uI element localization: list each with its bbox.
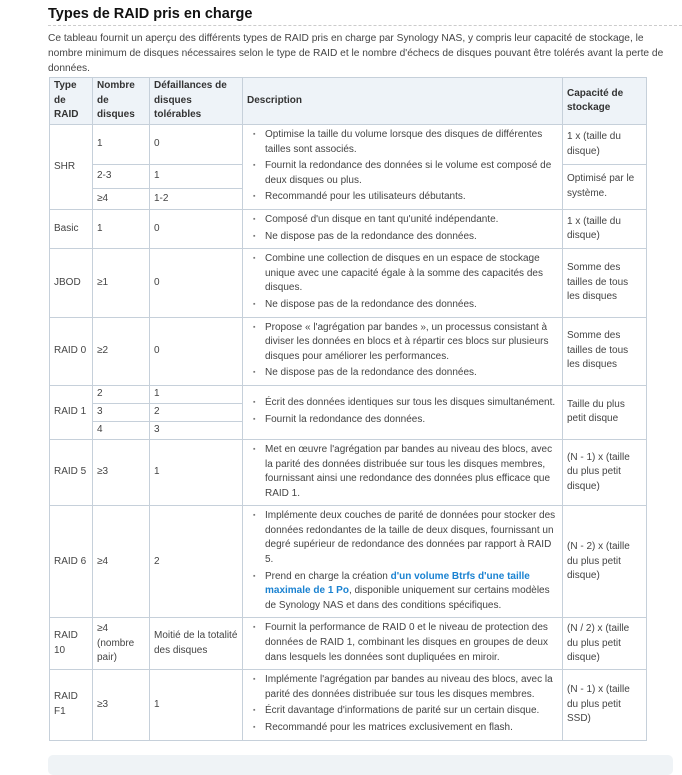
description [243,439,563,505]
tolerable-failures: 0 [150,317,243,385]
disk-count: 2 [93,385,150,403]
disk-count: 2-3 [93,165,150,189]
description [243,317,563,385]
disk-count: ≥3 [93,439,150,505]
description [243,618,563,670]
storage-capacity: Taille du plus petit disque [563,385,647,439]
description [243,506,563,618]
raid-type: RAID 10 [50,618,93,670]
header-type: Type de RAID [50,78,93,125]
disk-count: ≥4 [93,188,150,209]
storage-capacity: (N - 1) x (taille du plus petit SSD) [563,670,647,740]
raid-type: RAID 6 [50,506,93,618]
intro-paragraph: Ce tableau fournit un aperçu des différents types de RAID pris en charge par Synology NAS, y compris leur capacité de stockage, le nombre minimum de disques nécessaires selon le type de RAID et le nombre d'échecs de disques pouvant être tolérés avant la perte de données. [48,33,664,74]
table-header-row [50,78,647,125]
table-row [50,125,647,165]
tolerable-failures: 2 [150,506,243,618]
description-text: , disponible uniquement sur certains modèles de Synology NAS et dans des conditions spécifiques. [265,585,550,611]
table-row [50,385,647,403]
description-item: ▪ Ne dispose pas de la redondance des données. [265,298,558,313]
description-item: ▪ Ne dispose pas de la redondance des données. [265,366,558,381]
storage-capacity: 1 x (taille du disque) [563,125,647,165]
storage-capacity: Somme des tailles de tous les disques [563,249,647,317]
tolerable-failures: 1 [150,670,243,740]
disk-count: ≥4 (nombre pair) [93,618,150,670]
description-item: ▪ Fournit la performance de RAID 0 et le niveau de protection des données de RAID 1, combinant les disques en groupes de deux dans lesquels les données sont dupliquées en miroir. [265,621,558,665]
storage-capacity: Somme des tailles de tous les disques [563,317,647,385]
disk-count: 1 [93,209,150,248]
description-item: ▪ Fournit la redondance des données. [265,413,558,428]
storage-capacity: Optimisé par le système. [563,165,647,210]
tolerable-failures: 1 [150,165,243,189]
description [243,125,563,210]
table-row [50,618,647,670]
disk-count: 3 [93,403,150,421]
description-item: ▪ Met en œuvre l'agrégation par bandes au niveau des blocs, avec la parité des données distribuée sur tous les disques membres, fournissant ainsi une redondance des données plus efficace que RAID 1. [265,443,558,501]
raid-type: RAID F1 [50,670,93,740]
table-row [50,249,647,317]
btrfs-1po-link[interactable]: d'un volume Btrfs d'une taille maximale de 1 Po [265,570,530,597]
tolerable-failures: 3 [150,421,243,439]
raid-types-table [49,77,647,741]
disk-count: ≥4 [93,506,150,618]
header-failures: Défaillances de disques tolérables [150,78,243,125]
description [243,209,563,248]
table-row [50,506,647,618]
table-row [50,670,647,740]
table-row [50,317,647,385]
description-item: ▪ Recommandé pour les matrices exclusivement en flash. [265,721,558,736]
tolerable-failures: 1 [150,439,243,505]
disk-count: 4 [93,421,150,439]
description-item: ▪ Fournit la redondance des données si le volume est composé de deux disques ou plus. [265,159,558,188]
description [243,249,563,317]
storage-capacity: (N - 2) x (taille du plus petit disque) [563,506,647,618]
raid-type: RAID 0 [50,317,93,385]
note-box [48,755,673,775]
tolerable-failures: 0 [150,125,243,165]
disk-count: ≥3 [93,670,150,740]
disk-count: 1 [93,125,150,165]
description-item: ▪ Écrit des données identiques sur tous les disques simultanément. [265,396,558,411]
disk-count: ≥1 [93,249,150,317]
description-item: ▪ Combine une collection de disques en un espace de stockage unique avec une capacité égale à la somme des capacités des disques. [265,252,558,296]
tolerable-failures: 2 [150,403,243,421]
disk-count: ≥2 [93,317,150,385]
tolerable-failures: 0 [150,249,243,317]
description-item: ▪ Composé d'un disque en tant qu'unité indépendante. [265,213,558,228]
table-row [50,209,647,248]
storage-capacity: (N - 1) x (taille du plus petit disque) [563,439,647,505]
description [243,385,563,439]
description-item: ▪ Écrit davantage d'informations de parité sur un certain disque. [265,704,558,719]
description [243,670,563,740]
raid-type: SHR [50,125,93,210]
description-item [265,570,558,614]
tolerable-failures: 1 [150,385,243,403]
table-row [50,439,647,505]
description-item: ▪ Implémente deux couches de parité de données pour stocker des données redondantes de la taille de deux disques, fournissant un degré supérieur de redondance des données par rapport à RAID 5. [265,509,558,567]
raid-type: Basic [50,209,93,248]
header-disks: Nombre de disques [93,78,150,125]
tolerable-failures: Moitié de la totalité des disques [150,618,243,670]
section-title: Types de RAID pris en charge [48,6,682,26]
raid-type: JBOD [50,249,93,317]
description-item: ▪ Ne dispose pas de la redondance des données. [265,230,558,245]
tolerable-failures: 0 [150,209,243,248]
description-text: Prend en charge la création [265,570,391,582]
description-item: ▪ Propose « l'agrégation par bandes », un processus consistant à diviser les données en blocs et à répartir ces blocs sur plusieurs disques pour améliorer les performances. [265,321,558,365]
storage-capacity: (N / 2) x (taille du plus petit disque) [563,618,647,670]
header-capacity: Capacité de stockage [563,78,647,125]
description-item: ▪ Implémente l'agrégation par bandes au niveau des blocs, avec la parité des données distribuée sur tous les disques membres. [265,673,558,702]
description-item: ▪ Recommandé pour les utilisateurs débutants. [265,190,558,205]
tolerable-failures: 1-2 [150,188,243,209]
header-description: Description [243,78,563,125]
raid-type: RAID 1 [50,385,93,439]
description-item: ▪ Optimise la taille du volume lorsque des disques de différentes tailles sont associés. [265,128,558,157]
storage-capacity: 1 x (taille du disque) [563,209,647,248]
raid-type: RAID 5 [50,439,93,505]
